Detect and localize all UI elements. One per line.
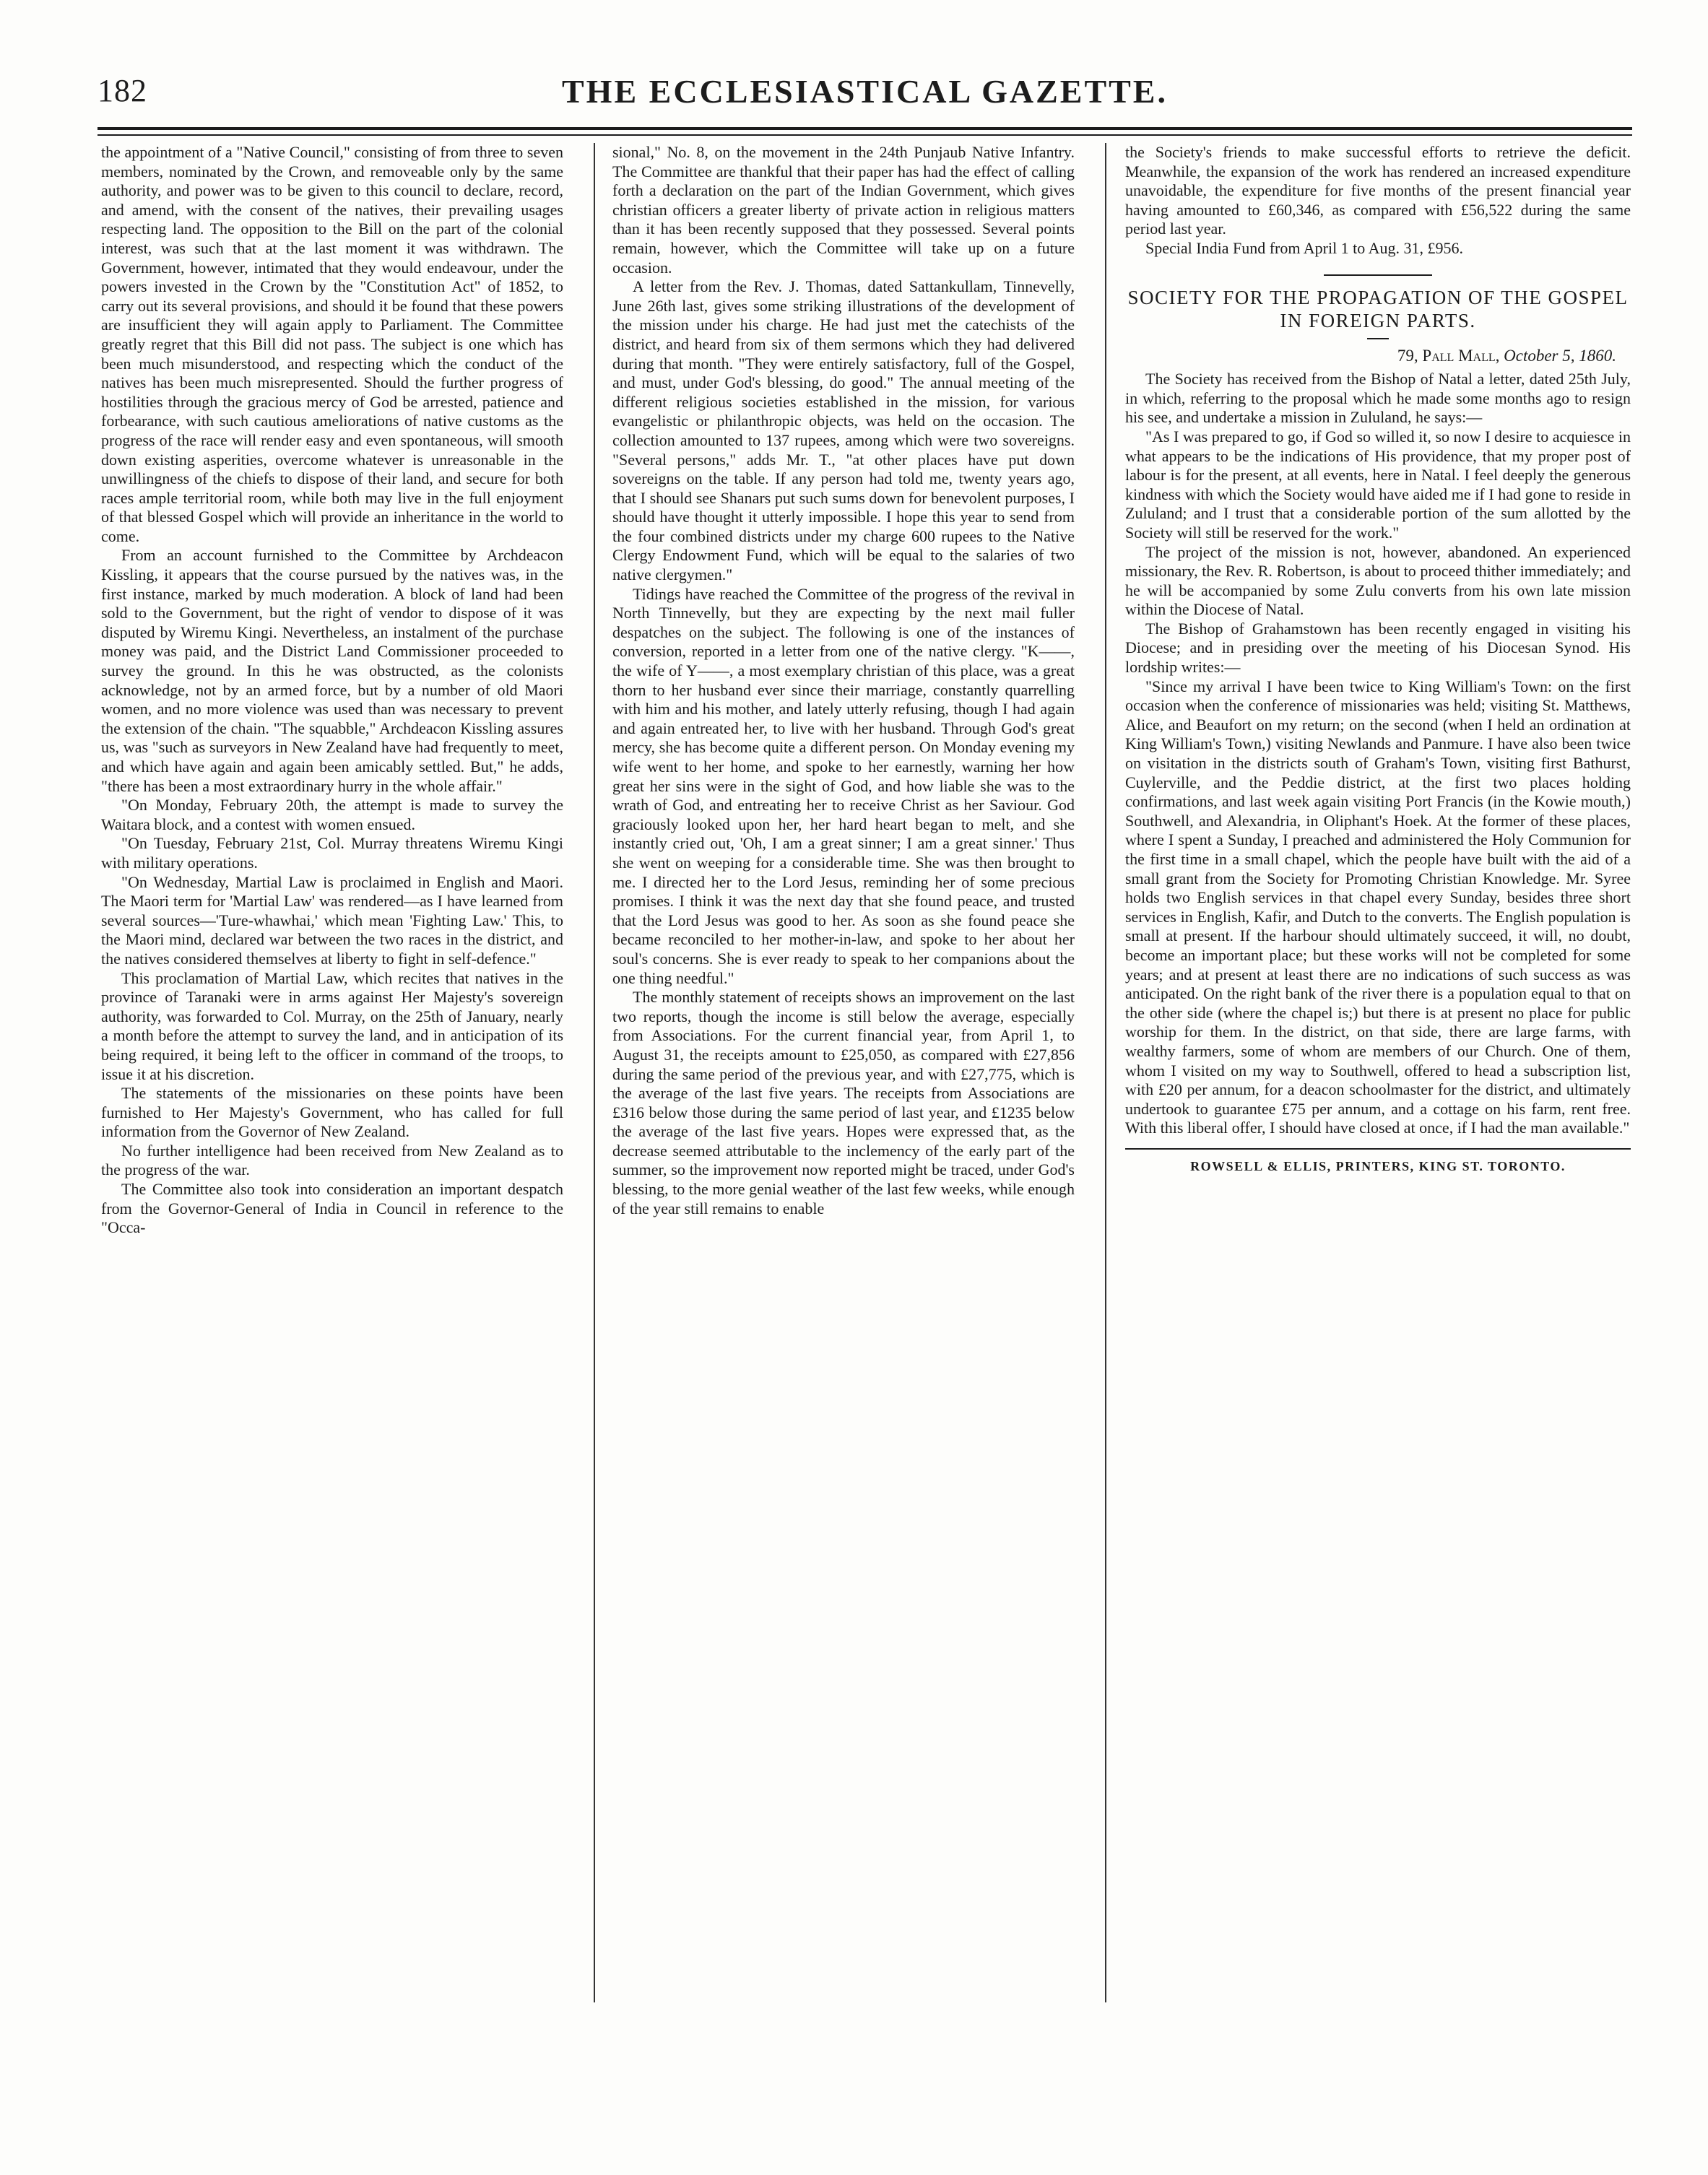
paragraph: The monthly statement of receipts shows an improvement on the last two reports, though the income is still below the average, especially from Associations. For the current financial year, from April 1, to August 31, the receipts amount to £25,050, as compared with £27,856 during the same period of the previous year, and with £27,775, which is the average of the last five years. The receipts from Associations are £316 below those during the same period of last year, and £1235 below the average of the last five years. Hopes were expressed that, as the decrease seemed attributable to the inclemency of the early part of the summer, so the improvement now reported might be traced, under God's blessing, to the more genial weather of the last few weeks, while enough of the year still remains to enable <box>612 988 1075 1217</box>
page-number: 182 <box>97 73 147 108</box>
paragraph: The Committee also took into consideration an important despatch from the Governor-General of India in Council in reference to the "Occa- <box>101 1180 563 1237</box>
paragraph: The Society has received from the Bishop of Natal a letter, dated 25th July, in which, referring to the proposal which he made some months ago to resign his see, and undertake a mission in Zululand, he says:— <box>1125 370 1631 427</box>
column-divider-2 <box>1105 143 1106 2002</box>
paragraph: "On Monday, February 20th, the attempt is made to survey the Waitara block, and a contest with women ensued. <box>101 796 563 833</box>
article-separator <box>1324 274 1432 276</box>
header-rule-thick <box>97 127 1632 130</box>
dateline-date: October 5, 1860. <box>1504 346 1616 365</box>
heading-dash <box>1367 338 1389 339</box>
column-divider-1 <box>594 143 595 2002</box>
colophon-rule <box>1125 1148 1631 1150</box>
paragraph: The statements of the missionaries on these points have been furnished to Her Majesty's Government, who has called for full information from the Governor of New Zealand. <box>101 1084 563 1141</box>
column-1 <box>101 143 563 1238</box>
page-header <box>97 72 1632 123</box>
column-3 <box>1125 143 1631 1176</box>
paragraph: "As I was prepared to go, if God so willed it, so now I desire to acquiesce in what appears to be the indications of His providence, that my proper post of labour is for the present, at all events, here in Natal. I feel deeply the generous kindness with which the Society would have aided me if I had gone to reside in Zululand; and I trust that a considerable portion of the sum allotted by the Society will still be reserved for the work." <box>1125 427 1631 542</box>
masthead-title: THE ECCLESIASTICAL GAZETTE. <box>562 73 1168 110</box>
paragraph: From an account furnished to the Committee by Archdeacon Kissling, it appears that the course pursued by the natives was, in the first instance, marked by much moderation. A block of land had been sold to the Government, but the right of vendor to dispose of it was disputed by Wiremu Kingi. Nevertheless, an instalment of the purchase money was paid, and the District Land Commissioner proceeded to survey the ground. In this he was obstructed, as the colonists acknowledge, not by an armed force, but by a number of old Maori women, and no more violence was used than was necessary to prevent the extension of the chain. "The squabble," Archdeacon Kissling assures us, was "such as surveyors in New Zealand have had frequently to meet, and which have again and again been amicably settled. But," he adds, "there has been a most extraordinary hurry in the whole affair." <box>101 546 563 795</box>
column-2 <box>612 143 1075 1218</box>
dateline <box>1125 347 1631 366</box>
paragraph: "On Tuesday, February 21st, Col. Murray threatens Wiremu Kingi with military operations. <box>101 834 563 872</box>
paragraph: The Bishop of Grahamstown has been recently engaged in visiting his Diocese; and in presiding over the meeting of his Diocesan Synod. His lordship writes:— <box>1125 619 1631 677</box>
dateline-place: 79, Pall Mall, <box>1397 346 1500 365</box>
paragraph: the appointment of a "Native Council," consisting of from three to seven members, nominated by the Crown, and removeable only by the same authority, and power was to be given to this council to declare, record, and amend, with the consent of the natives, their prevailing usages respecting land. The opposition to the Bill on the part of the colonial interest, was such that at the last moment it was withdrawn. The Government, however, intimated that they would endeavour, under the powers invested in the Crown by the "Constitution Act" of 1852, to carry out its several provisions, and should it be found that these powers are insufficient they will again apply to Parliament. The Committee greatly regret that this Bill did not pass. The subject is one which has been much misunderstood, and respecting which the conduct of the natives has been much misrepresented. Should the further progress of hostilities through the gracious mercy of God be arrested, patience and forbearance, with such cautious ameliorations of native customs as the progress of the race will render easy and even spontaneous, will smooth down existing asperities, overcome whatever is unreasonable in the unwillingness of the chiefs to dispose of their land, and secure for both races ample territorial room, while both may live in the full enjoyment of that blessed Gospel which will provide an inheritance in the world to come. <box>101 143 563 545</box>
paragraph: the Society's friends to make successful efforts to retrieve the deficit. Meanwhile, the expansion of the work has rendered an increased expenditure unavoidable, the expenditure for five months of the present financial year having amounted to £60,346, as compared with £56,522 during the same period last year. <box>1125 143 1631 238</box>
printer-colophon: ROWSELL & ELLIS, PRINTERS, KING ST. TORONTO. <box>1190 1158 1566 1173</box>
paragraph: "Since my arrival I have been twice to King William's Town: on the first occasion when the conference of missionaries was held; visiting St. Matthews, Alice, and Beaufort on my return; on the second (when I held an ordination at King William's Town,) visiting Newlands and Panmure. I have also been twice on visitation in the districts south of Graham's Town, visiting first Bathurst, Cuylerville, and the Peddie district, at the first two places holding confirmations, and last week again visiting Port Francis (in the Kowie mouth,) Southwell, and Alexandria, in Oliphant's Hoek. At the former of these places, where I spent a Sunday, I preached and administered the Holy Communion for the first time in a small chapel, which the people have built with the aid of a small grant from the Society for Promoting Christian Knowledge. Mr. Syree holds two English services in that chapel every Sunday, besides three short services in English, Kafir, and Dutch to the converts. The English population is small at present. If the harbour should ultimately succeed, it will, no doubt, become an important place; but these works will not be completed for some years; and at present at least there are no indications of such success as was anticipated. On the right bank of the river there is a population equal to that on the other side (where the chapel is;) but there is at present no place for public worship for them. In the district, on that side, there are large farms, with wealthy farmers, some of whom are members of our Church. One of them, whom I visited on my way to Southwell, offered to head a subscription list, with £20 per annum, for a deacon schoolmaster for the district, and ultimately undertook to guarantee £75 per annum, and a cottage on his farm, rent free. With this liberal offer, I should have closed at once, if I had the man available." <box>1125 677 1631 1137</box>
paragraph: "On Wednesday, Martial Law is proclaimed in English and Maori. The Maori term for 'Martial Law' was rendered—as I have learned from several sources—'Ture-whawhai,' which mean 'Fighting Law.' This, to the Maori mind, declared war between the two races in the district, and the natives considered themselves at liberty to fight in self-defence." <box>101 872 563 968</box>
paragraph: sional," No. 8, on the movement in the 24th Punjaub Native Infantry. The Committee are thankful that their paper has had the effect of calling forth a declaration on the part of the Indian Government, which gives christian officers a greater liberty of private action in religious matters than it has been recently supposed that they possessed. Several points remain, however, which the Committee will take up on a future occasion. <box>612 143 1075 277</box>
paragraph: No further intelligence had been received from New Zealand as to the progress of the war. <box>101 1141 563 1179</box>
paragraph: The project of the mission is not, however, abandoned. An experienced missionary, the Rev. R. Robertson, is about to proceed thither immediately; and he will be accompanied by some Zulu converts from his own late mission within the Diocese of Natal. <box>1125 542 1631 619</box>
header-rule-thin <box>97 134 1632 136</box>
article-heading: SOCIETY FOR THE PROPAGATION OF THE GOSPEL IN FOREIGN PARTS. <box>1127 286 1629 331</box>
paragraph: Tidings have reached the Committee of the progress of the revival in North Tinnevelly, but they are expecting by the next mail fuller despatches on the subject. The following is one of the instances of conversion, reported in a letter from one of the native clergy. "K——, the wife of Y——, a most exemplary christian of this place, was a great thorn to her husband ever since their marriage, constantly quarrelling with him and his mother, and lately utterly refusing, though I had again and again entreated her, to live with her husband. Through God's great mercy, she has become quite a different person. On Monday evening my wife went to her home, and spoke to her earnestly, warning her how great her sins were in the sight of God, and how liable she was to the wrath of God, and entreating her to receive Christ as her Saviour. God graciously looked upon her, her hard heart began to melt, and she instantly cried out, 'Oh, I am a great sinner; I am a great sinner.' Thus she went on weeping for a considerable time. She was then brought to me. I directed her to the Lord Jesus, reminding her of some precious promises. I think it was the next day that she found peace, and trusted that the Lord Jesus was good to her. As soon as she found peace she became reconciled to her mother-in-law, and spoke to her about her soul's concerns. She is ever ready to speak to her companions about the one thing needful." <box>612 584 1075 987</box>
paragraph: This proclamation of Martial Law, which recites that natives in the province of Taranaki were in arms against Her Majesty's sovereign authority, was forwarded to Col. Murray, on the 25th of January, nearly a month before the attempt to survey the land, and in anticipation of its being required, it being left to the officer in command of the troops, to issue it at his discretion. <box>101 968 563 1083</box>
paragraph: A letter from the Rev. J. Thomas, dated Sattankullam, Tinnevelly, June 26th last, gives some striking illustrations of the development of the mission under his charge. He had just met the catechists of the district, and heard from six of them sermons which they had delivered during that month. "They were entirely satisfactory, full of the Gospel, and must, under God's blessing, do good." The annual meeting of the different religious societies established in the mission, for various evangelistic or philanthropic objects, was held on the occasion. The collection amounted to 137 rupees, among which were two sovereigns. "Several persons," adds Mr. T., "at other places have put down sovereigns on the table. If any person had told me, twenty years ago, that I should see Shanars put such sums down for benevolent purposes, I should have thought it utterly impossible. I hope this year to send from the four combined districts under my charge 600 rupees to the Native Clergy Endowment Fund, which will be equal to the salaries of two native clergymen." <box>612 277 1075 584</box>
paragraph: Special India Fund from April 1 to Aug. 31, £956. <box>1145 238 1463 257</box>
